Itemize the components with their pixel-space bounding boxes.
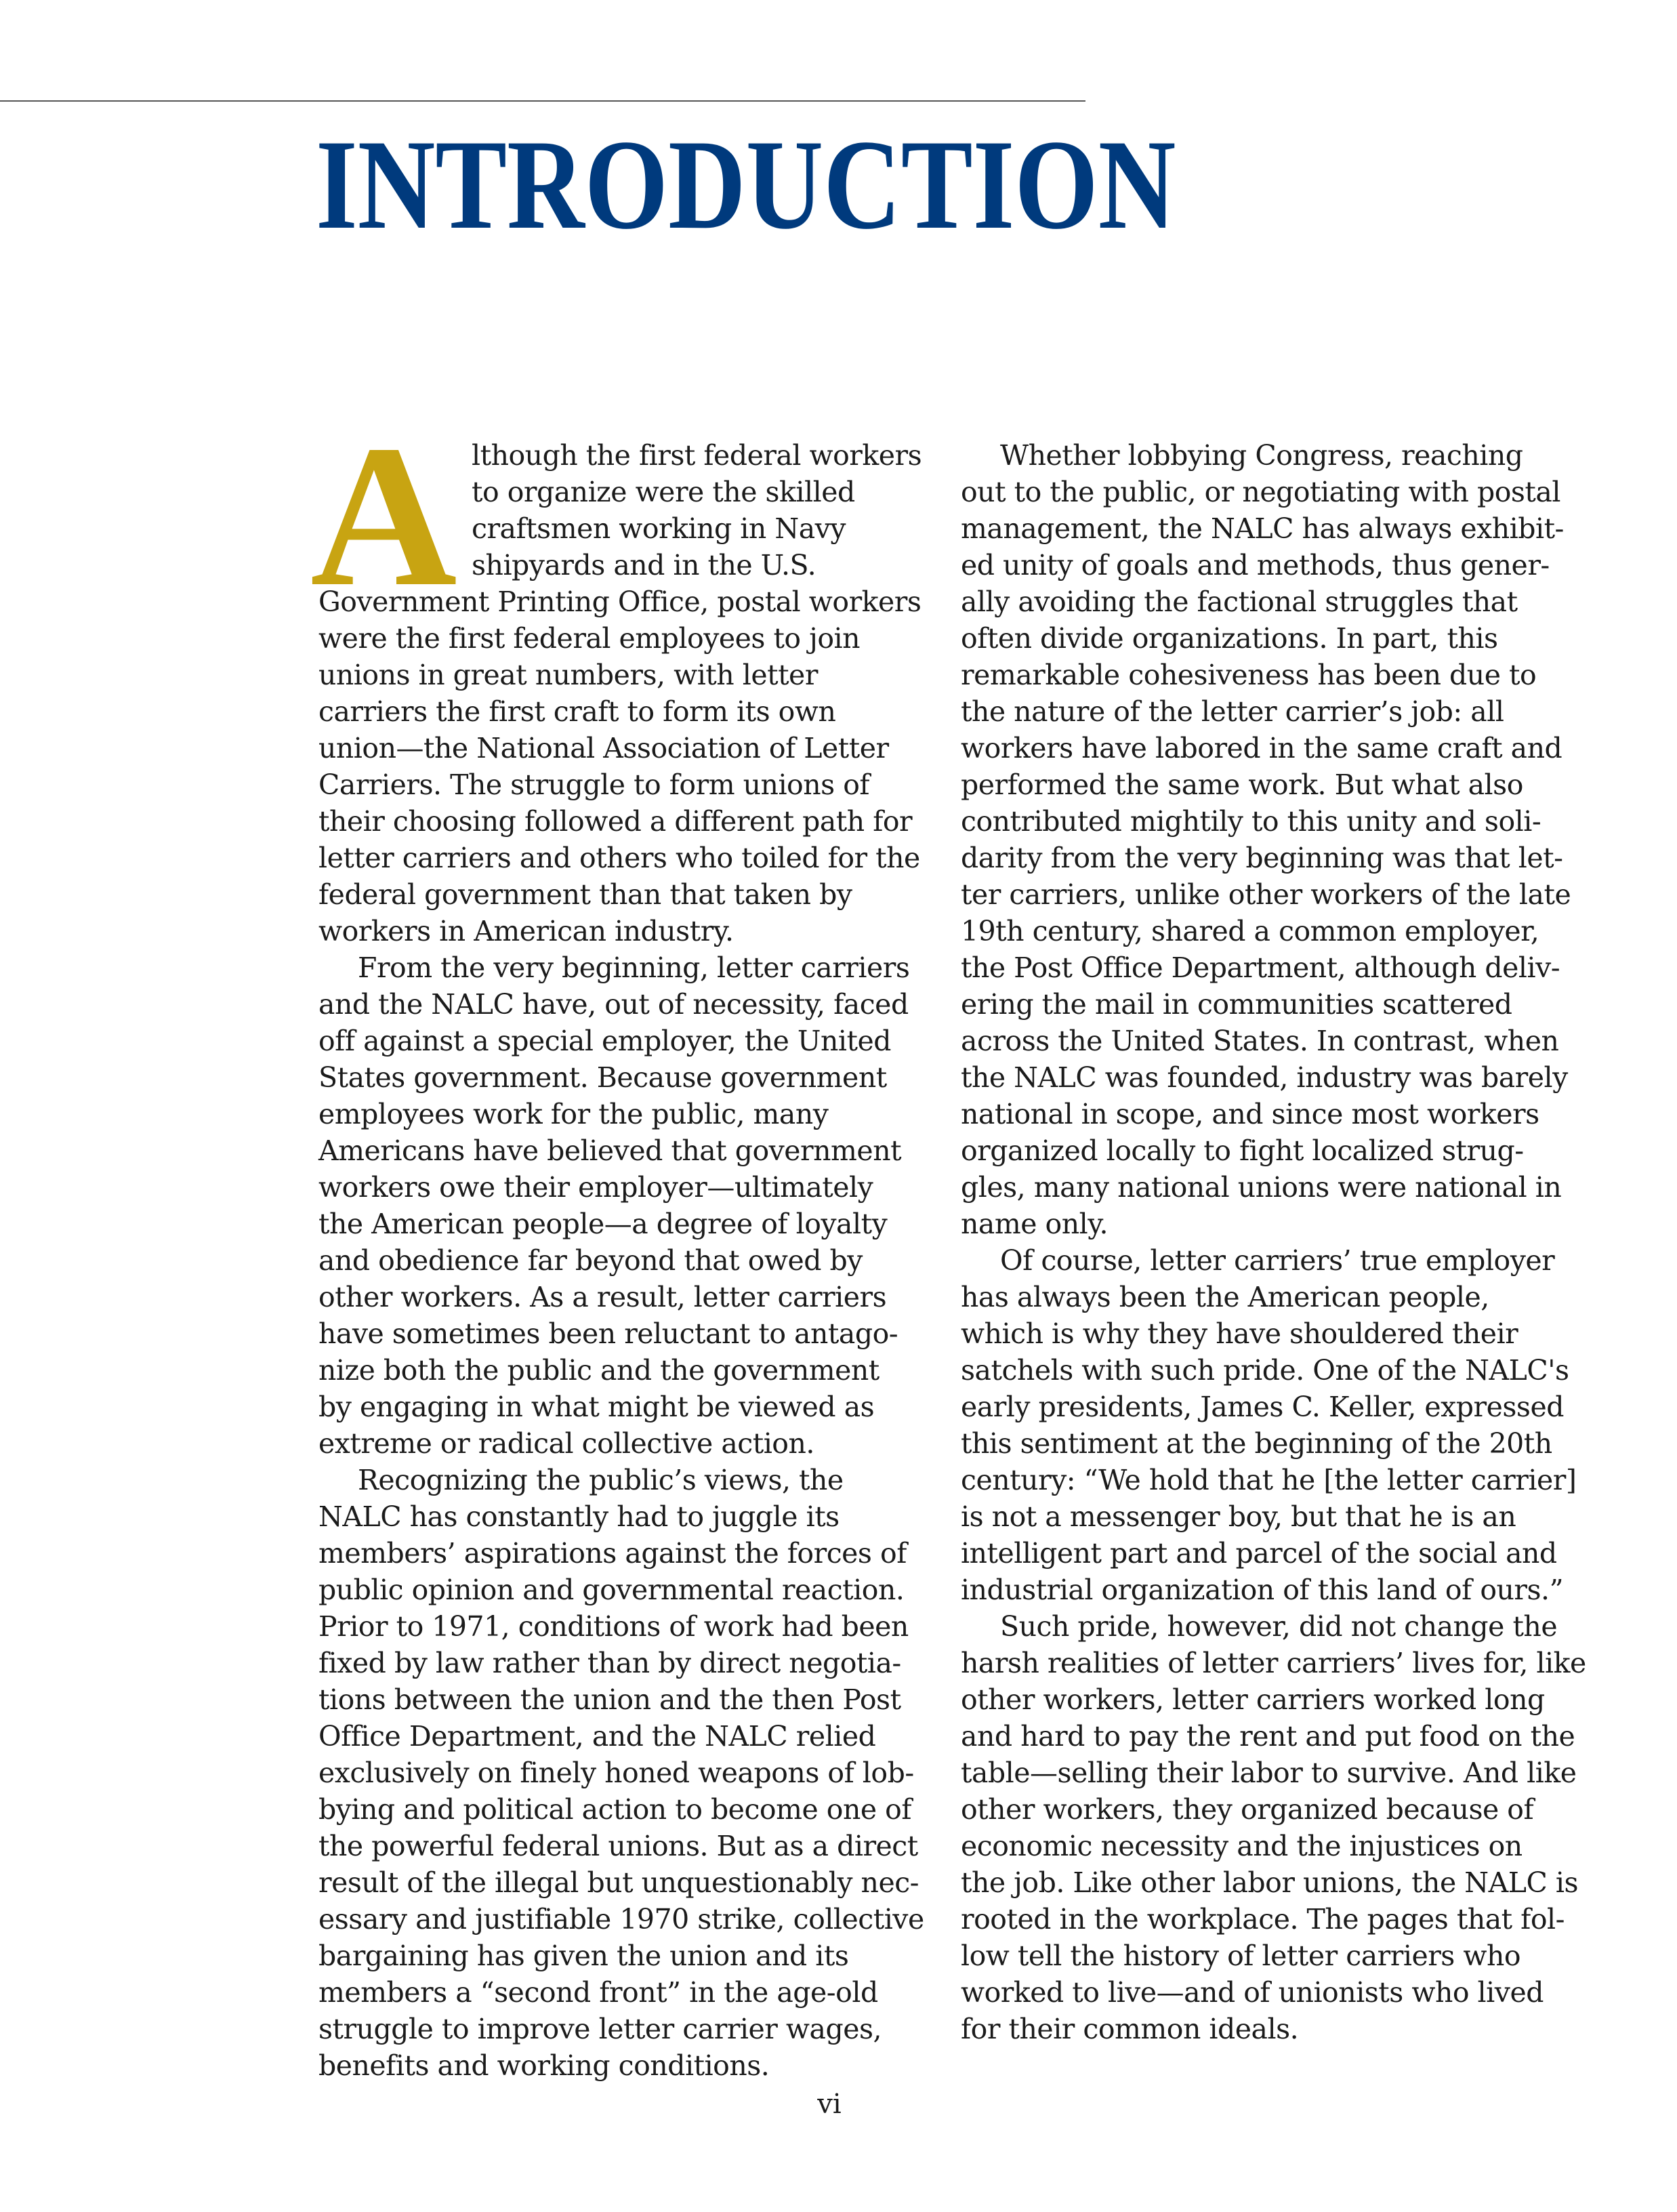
text-line: the NALC was founded, industry was barely bbox=[961, 1061, 1568, 1094]
text-line: low tell the history of letter carriers who bbox=[961, 1940, 1521, 1972]
text-line: public opinion and governmental reaction. bbox=[318, 1574, 905, 1606]
text-line: early presidents, James C. Keller, expressed bbox=[961, 1391, 1564, 1423]
text-line: From the very beginning, letter carriers bbox=[358, 951, 910, 984]
text-line: often divide organizations. In part, this bbox=[961, 622, 1498, 655]
text-line: Americans have believed that government bbox=[318, 1134, 902, 1167]
text-line: bying and political action to become one of bbox=[318, 1793, 912, 1826]
text-line: bargaining has given the union and its bbox=[318, 1940, 849, 1972]
text-line: result of the illegal but unquestionably nec- bbox=[318, 1866, 919, 1899]
text-line: other workers, they organized because of bbox=[961, 1793, 1534, 1826]
text-line: darity from the very beginning was that let- bbox=[961, 842, 1563, 874]
text-line: extreme or radical collective action. bbox=[318, 1427, 814, 1460]
text-line: and hard to pay the rent and put food on the bbox=[961, 1720, 1575, 1753]
text-line: for their common ideals. bbox=[961, 2013, 1299, 2045]
text-line: and the NALC have, out of necessity, faced bbox=[318, 988, 909, 1021]
text-line: and obedience far beyond that owed by bbox=[318, 1244, 863, 1277]
text-line: essary and justifiable 1970 strike, collective bbox=[318, 1903, 924, 1936]
text-line: organized locally to fight localized strug- bbox=[961, 1134, 1524, 1167]
text-line: members a “second front” in the age-old bbox=[318, 1976, 878, 2009]
text-line: harsh realities of letter carriers’ lives for, like bbox=[961, 1647, 1586, 1679]
text-line: workers have labored in the same craft and bbox=[961, 732, 1562, 764]
text-line: industrial organization of this land of ours.” bbox=[961, 1574, 1564, 1606]
text-line: the American people—a degree of loyalty bbox=[318, 1208, 888, 1240]
right-text-column bbox=[961, 437, 1586, 2047]
text-line: off against a special employer, the United bbox=[318, 1025, 891, 1057]
text-line: the Post Office Department, although deliv- bbox=[961, 951, 1560, 984]
text-line: their choosing followed a different path for bbox=[318, 805, 913, 838]
text-line: table—selling their labor to survive. And like bbox=[961, 1757, 1577, 1789]
text-line: Government Printing Office, postal workers bbox=[318, 586, 922, 618]
text-line: workers in American industry. bbox=[318, 915, 734, 947]
text-line: economic necessity and the injustices on bbox=[961, 1830, 1523, 1862]
text-line: rooted in the workplace. The pages that fol- bbox=[961, 1903, 1565, 1936]
text-line: this sentiment at the beginning of the 20th bbox=[961, 1427, 1552, 1460]
text-line: have sometimes been reluctant to antago- bbox=[318, 1317, 898, 1350]
text-line: States government. Because government bbox=[318, 1061, 887, 1094]
text-line: the nature of the letter carrier’s job: all bbox=[961, 695, 1504, 728]
text-line: 19th century, shared a common employer, bbox=[961, 915, 1539, 947]
text-line: satchels with such pride. One of the NALC's bbox=[961, 1354, 1569, 1387]
text-line: Of course, letter carriers’ true employer bbox=[1000, 1244, 1555, 1277]
text-line: Office Department, and the NALC relied bbox=[318, 1720, 876, 1753]
text-line: gles, many national unions were national in bbox=[961, 1171, 1562, 1204]
text-line: tions between the union and the then Post bbox=[318, 1683, 901, 1716]
text-line: Prior to 1971, conditions of work had been bbox=[318, 1610, 909, 1643]
text-line: out to the public, or negotiating with postal bbox=[961, 476, 1560, 508]
text-line: by engaging in what might be viewed as bbox=[318, 1391, 875, 1423]
page-number: vi bbox=[817, 2089, 842, 2120]
text-line: ed unity of goals and methods, thus gener- bbox=[961, 549, 1550, 581]
text-line: union—the National Association of Letter bbox=[318, 732, 889, 764]
text-line: Recognizing the public’s views, the bbox=[358, 1464, 844, 1496]
text-line: unions in great numbers, with letter bbox=[318, 659, 818, 691]
text-line: were the first federal employees to join bbox=[318, 622, 861, 655]
text-line: which is why they have shouldered their bbox=[961, 1317, 1518, 1350]
text-line: employees work for the public, many bbox=[318, 1098, 829, 1130]
text-line: shipyards and in the U.S. bbox=[472, 549, 816, 581]
text-line: letter carriers and others who toiled for the bbox=[318, 842, 920, 874]
text-line: fixed by law rather than by direct negotia- bbox=[318, 1647, 901, 1679]
text-line: worked to live—and of unionists who lived bbox=[961, 1976, 1544, 2009]
text-line: ter carriers, unlike other workers of the late bbox=[961, 878, 1571, 911]
text-line: the job. Like other labor unions, the NALC is bbox=[961, 1866, 1579, 1899]
text-line: craftsmen working in Navy bbox=[472, 512, 846, 545]
text-line: name only. bbox=[961, 1208, 1108, 1240]
text-line: workers owe their employer—ultimately bbox=[318, 1171, 873, 1204]
text-line: federal government than that taken by bbox=[318, 878, 852, 911]
text-line: contributed mightily to this unity and soli- bbox=[961, 805, 1541, 838]
drop-cap: A bbox=[310, 403, 457, 628]
text-line: exclusively on finely honed weapons of lob- bbox=[318, 1757, 914, 1789]
text-line: is not a messenger boy, but that he is an bbox=[961, 1500, 1516, 1533]
text-line: benefits and working conditions. bbox=[318, 2049, 770, 2082]
text-line: management, the NALC has always exhibit- bbox=[961, 512, 1564, 545]
text-line: lthough the first federal workers bbox=[472, 439, 922, 472]
header-rule bbox=[0, 100, 1085, 102]
text-line: century: “We hold that he [the letter carrier] bbox=[961, 1464, 1577, 1496]
text-line: the powerful federal unions. But as a direct bbox=[318, 1830, 918, 1862]
left-text-column bbox=[310, 403, 935, 2084]
text-line: other workers, letter carriers worked long bbox=[961, 1683, 1545, 1716]
text-line: Such pride, however, did not change the bbox=[1000, 1610, 1558, 1643]
page-title: INTRODUCTION bbox=[316, 114, 1176, 256]
text-line: ally avoiding the factional struggles that bbox=[961, 586, 1518, 618]
text-line: national in scope, and since most workers bbox=[961, 1098, 1539, 1130]
text-line: NALC has constantly had to juggle its bbox=[318, 1500, 840, 1533]
text-line: other workers. As a result, letter carriers bbox=[318, 1281, 887, 1313]
text-line: Whether lobbying Congress, reaching bbox=[1000, 439, 1523, 472]
text-line: Carriers. The struggle to form unions of bbox=[318, 769, 870, 801]
text-line: ering the mail in communities scattered bbox=[961, 988, 1512, 1021]
text-line: intelligent part and parcel of the social and bbox=[961, 1537, 1557, 1570]
text-line: has always been the American people, bbox=[961, 1281, 1489, 1313]
text-line: nize both the public and the government bbox=[318, 1354, 879, 1387]
text-line: carriers the first craft to form its own bbox=[318, 695, 836, 728]
text-line: to organize were the skilled bbox=[472, 476, 855, 508]
text-line: performed the same work. But what also bbox=[961, 769, 1523, 801]
text-line: members’ aspirations against the forces of bbox=[318, 1537, 907, 1570]
text-line: across the United States. In contrast, when bbox=[961, 1025, 1559, 1057]
text-line: struggle to improve letter carrier wages, bbox=[318, 2013, 882, 2045]
text-line: remarkable cohesiveness has been due to bbox=[961, 659, 1537, 691]
